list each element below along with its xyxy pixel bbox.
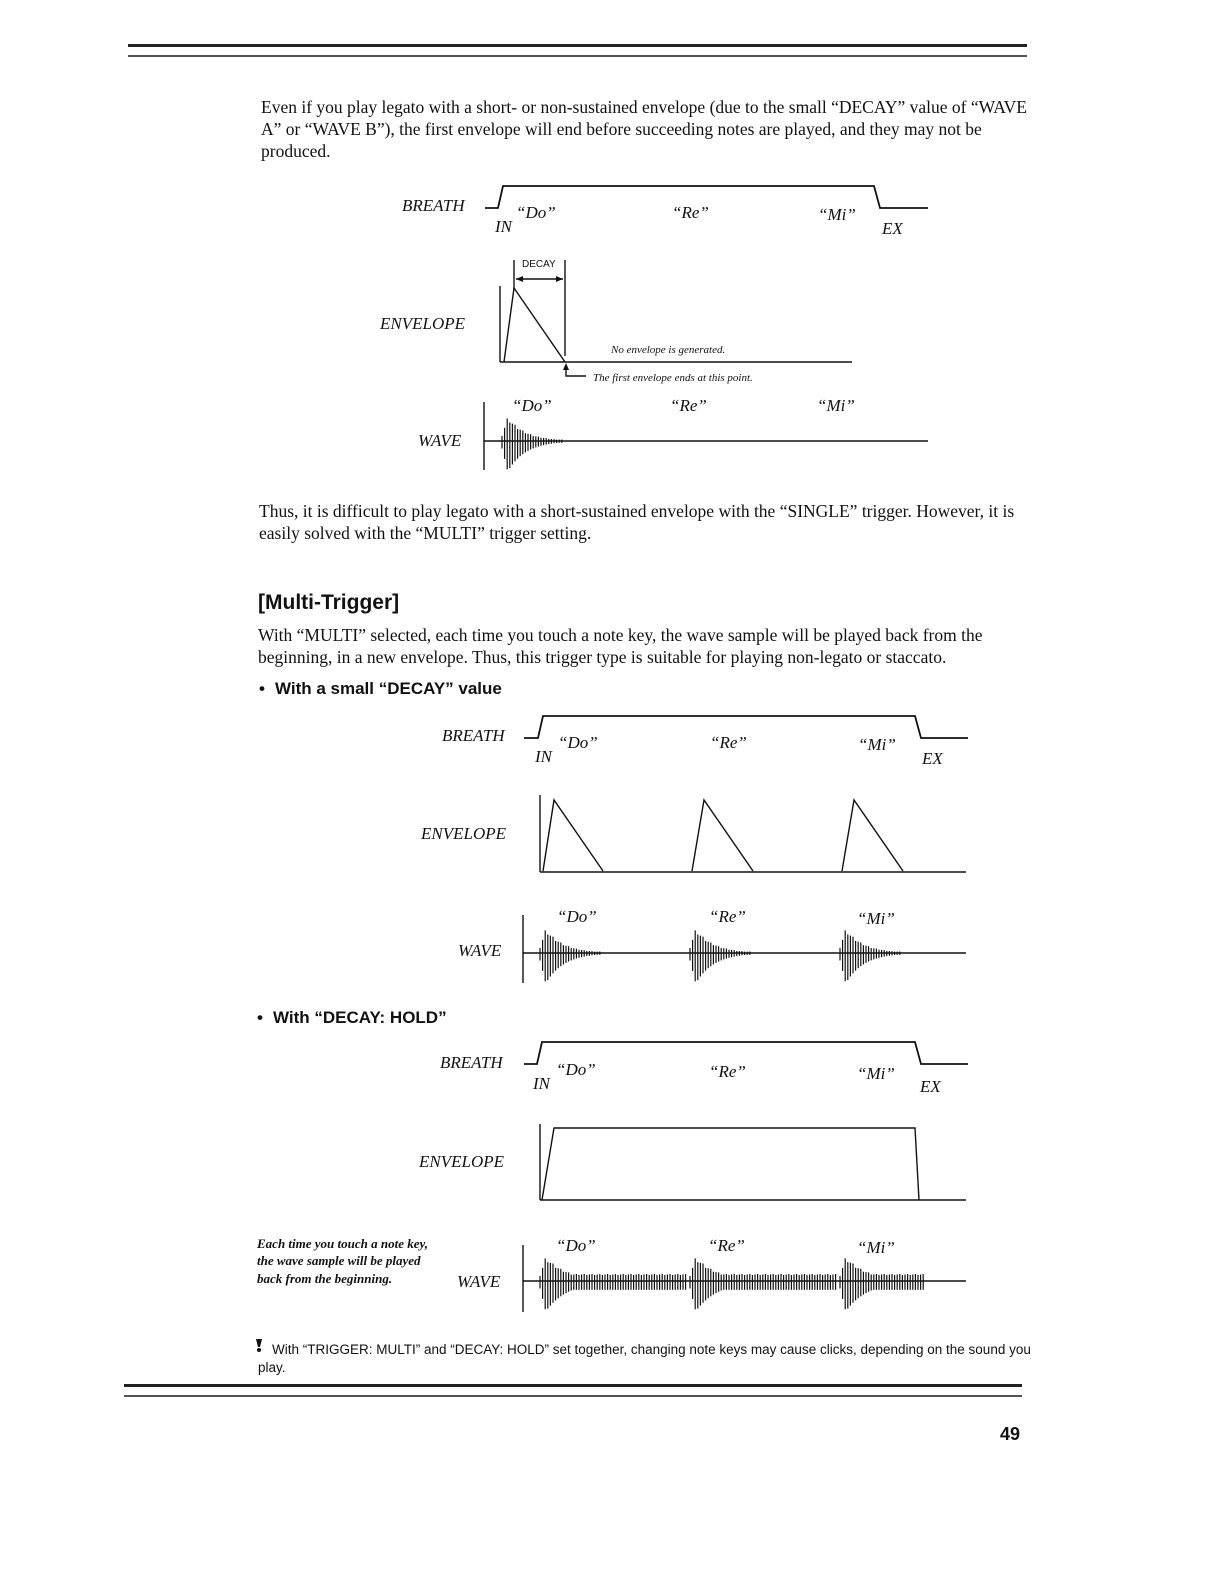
- breath-re-label: “Re”: [672, 203, 709, 222]
- intro-paragraph: Even if you play legato with a short- or non-sustained envelope (due to the small “DECAY” value of “WAVE A” or “WAVE B”), the first envelope will end before succeeding notes are played, and they may not be produced.: [261, 97, 1027, 161]
- wave-mi-label: “Mi”: [857, 909, 895, 928]
- wave-re-label: “Re”: [670, 396, 707, 415]
- page-number: 49: [1000, 1424, 1021, 1444]
- diagram-multi-small-decay: [420, 716, 968, 983]
- breath-label: BREATH: [442, 726, 505, 745]
- envelope-triangle: [504, 288, 565, 362]
- envelope-triangle-do: [543, 800, 603, 871]
- breath-in-label: IN: [495, 217, 512, 236]
- wave-burst-re: [690, 930, 750, 981]
- wave-burst-mi: [840, 930, 900, 981]
- wave-mi-label: “Mi”: [857, 1238, 895, 1257]
- diagram-single-trigger: [379, 186, 928, 470]
- multi-trigger-paragraph: With “MULTI” selected, each time you touch a note key, the wave sample will be played back from the beginning, in a new envelope. Thus, this trigger type is suitable for playing non-legato or staccato.: [258, 625, 983, 667]
- breath-do-label: “Do”: [558, 733, 598, 752]
- breath-do-label: “Do”: [516, 203, 556, 222]
- thus-paragraph: Thus, it is difficult to play legato with a short-sustained envelope with the “SINGLE” trigger. However, it is easily solved with the “MULTI” trigger setting.: [259, 501, 1015, 543]
- bullet-small-decay-text: With a small “DECAY” value: [274, 679, 502, 698]
- wave-burst-do: [540, 930, 600, 981]
- breath-do-label: “Do”: [556, 1060, 596, 1079]
- breath-re-label: “Re”: [710, 733, 747, 752]
- wave-do-label: “Do”: [556, 1236, 596, 1255]
- side-note-line-1: Each time you touch a note key,: [257, 1236, 429, 1251]
- first-ends-arrowhead: [563, 363, 569, 370]
- envelope-triangle-mi: [842, 800, 903, 871]
- breath-ex-label: EX: [882, 219, 903, 238]
- envelope-triangle-re: [692, 800, 753, 871]
- envelope-label: ENVELOPE: [419, 1152, 504, 1171]
- side-note-line-3: back from the beginning.: [257, 1271, 393, 1286]
- wave-do-label: “Do”: [512, 396, 552, 415]
- breath-label: BREATH: [402, 196, 465, 215]
- wave-burst-do: [502, 418, 562, 469]
- breath-re-label: “Re”: [709, 1062, 746, 1081]
- envelope-label: ENVELOPE: [380, 314, 465, 333]
- wave-do-label: “Do”: [557, 907, 597, 926]
- wave-burst-re: [690, 1258, 836, 1309]
- section-heading: [Multi-Trigger]: [258, 591, 400, 614]
- wave-label: WAVE: [418, 431, 462, 450]
- breath-ex-label: EX: [922, 749, 943, 768]
- breath-mi-label: “Mi”: [858, 735, 896, 754]
- bottom-rule: [124, 1384, 1022, 1397]
- wave-burst-mi: [840, 1258, 923, 1309]
- diagram-multi-decay-hold: [256, 1042, 968, 1312]
- warning-note: With “TRIGGER: MULTI” and “DECAY: HOLD” set together, changing note keys may cause clicks, depending on the sound you play.: [258, 1342, 1031, 1375]
- first-ends-pointer: [566, 365, 586, 376]
- bullet-dot: •: [259, 679, 265, 698]
- first-ends-note: The first envelope ends at this point.: [593, 372, 753, 384]
- wave-mi-label: “Mi”: [817, 396, 855, 415]
- bullet-dot: •: [257, 1008, 263, 1027]
- wave-label: WAVE: [457, 1272, 501, 1291]
- breath-mi-label: “Mi”: [818, 205, 856, 224]
- envelope-hold-shape: [542, 1128, 919, 1200]
- breath-in-label: IN: [533, 1074, 550, 1093]
- breath-mi-label: “Mi”: [857, 1064, 895, 1083]
- breath-in-label: IN: [535, 747, 552, 766]
- envelope-label: ENVELOPE: [421, 824, 506, 843]
- breath-ex-label: EX: [920, 1077, 941, 1096]
- side-note-line-2: the wave sample will be played: [257, 1253, 421, 1268]
- wave-re-label: “Re”: [709, 907, 746, 926]
- decay-label: DECAY: [522, 259, 556, 270]
- bullet-decay-hold-text: With “DECAY: HOLD”: [272, 1008, 447, 1027]
- breath-label: BREATH: [440, 1053, 503, 1072]
- wave-label: WAVE: [458, 941, 502, 960]
- no-envelope-note: No envelope is generated.: [611, 344, 726, 356]
- wave-re-label: “Re”: [708, 1236, 745, 1255]
- wave-burst-do: [540, 1258, 686, 1309]
